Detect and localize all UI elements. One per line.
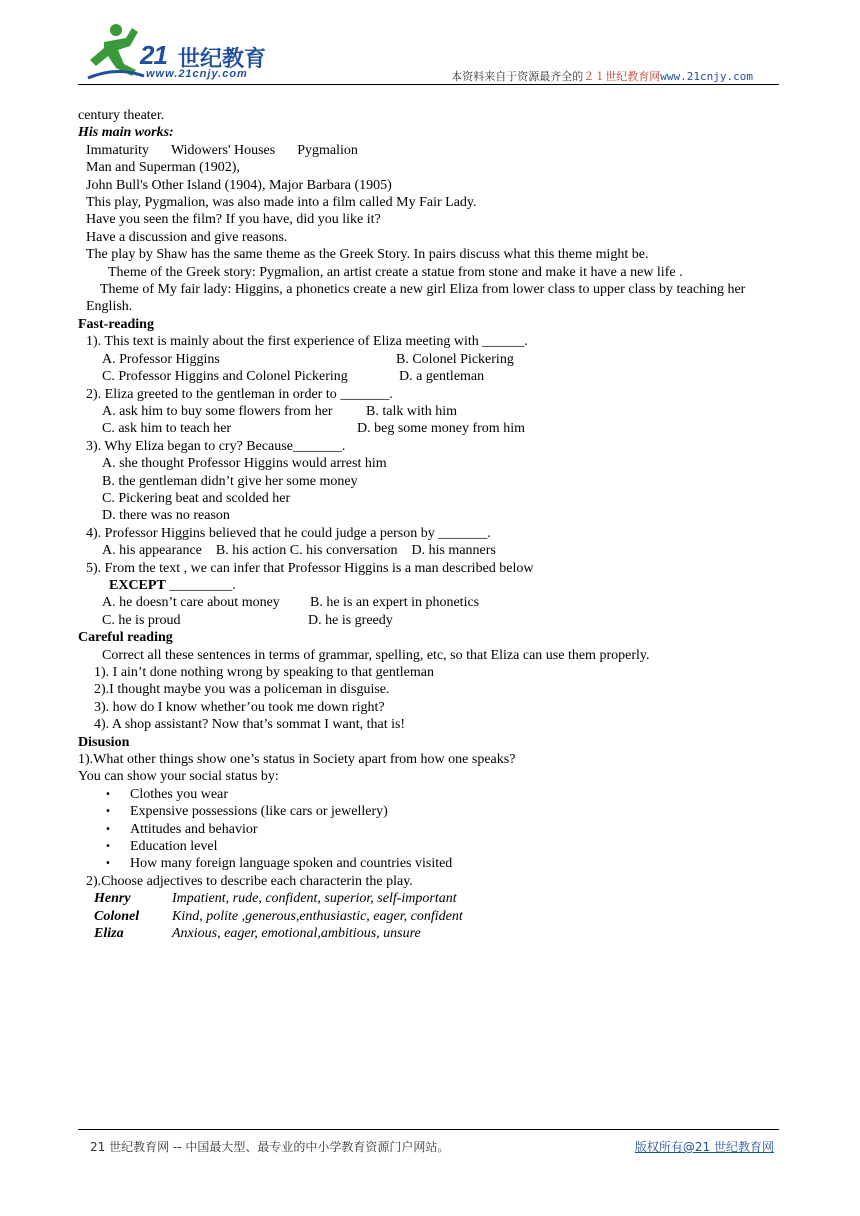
character-adjectives: Impatient, rude, confident, superior, self-important — [172, 891, 457, 907]
option-b: B. talk with him — [366, 403, 457, 419]
options-row — [78, 368, 788, 385]
option-b: B. the gentleman didn’t give her some money — [102, 473, 358, 489]
answer-blank: _________. — [165, 577, 236, 593]
logo-chinese-name: 世纪教育 — [178, 47, 267, 72]
character-name: Eliza — [94, 926, 124, 942]
footer-text: 21 世纪教育网 -- 中国最大型、最专业的中小学教育资源门户网站。 — [90, 1140, 450, 1154]
options-row — [78, 403, 788, 420]
option-c: C. Pickering beat and scolded her — [102, 490, 291, 506]
question-5: 5). From the text , we can infer that Professor Higgins is a man described below — [86, 560, 534, 576]
careful-reading-heading: Careful reading — [78, 630, 173, 646]
bullet-dot-icon: • — [105, 841, 111, 853]
text-line: You can show your social status by: — [78, 769, 279, 785]
options-row — [78, 420, 788, 437]
bullet-dot-icon: • — [105, 788, 111, 800]
character-row — [78, 908, 788, 925]
text-line: Have you seen the film? If you have, did you like it? — [86, 212, 381, 228]
question-4: 4). Professor Higgins believed that he could judge a person by _______. — [86, 525, 491, 541]
bullet-dot-icon: • — [105, 858, 111, 870]
option-a: A. she thought Professor Higgins would arrest him — [102, 456, 387, 472]
copyright-link[interactable]: 版权所有@21 世纪教育网 — [634, 1140, 774, 1154]
header-note — [451, 68, 753, 84]
character-row — [78, 925, 788, 942]
sentence-4: 4). A shop assistant? Now that’s sommat I want, that is! — [94, 717, 406, 733]
character-name: Colonel — [94, 908, 140, 924]
instruction-line: Correct all these sentences in terms of grammar, spelling, etc, so that Eliza can use them properly. — [102, 647, 650, 663]
options-row — [78, 351, 788, 368]
options-row — [78, 612, 788, 629]
option-d: D. there was no reason — [102, 508, 230, 524]
bullet-dot-icon: • — [105, 823, 111, 835]
work-title: Pygmalion — [297, 142, 358, 158]
question-2: 2). Eliza greeted to the gentleman in order to _______. — [86, 386, 393, 402]
text-line: century theater. — [78, 108, 165, 123]
option-b: B. Colonel Pickering — [396, 351, 514, 367]
logo-url: www.21cnjy.com — [146, 68, 248, 80]
sentence-2: 2).I thought maybe you was a policeman in disguise. — [94, 682, 390, 698]
text-line: The play by Shaw has the same theme as the Greek Story. In pairs discuss what this theme might be. — [86, 247, 649, 263]
question-5-except-line — [78, 577, 788, 594]
header-note-prefix: 本资料来自于资源最齐全的 — [451, 70, 584, 83]
option-a: A. Professor Higgins — [102, 351, 220, 367]
option-c: C. Professor Higgins and Colonel Pickering — [102, 369, 348, 385]
option-d: D. a gentleman — [399, 369, 485, 385]
runner-logo-icon — [86, 20, 146, 84]
works-line — [78, 142, 788, 159]
main-content — [78, 107, 788, 943]
works-heading: His main works: — [78, 125, 174, 141]
character-row — [78, 890, 788, 907]
header-note-site[interactable]: ２１世纪教育网 — [583, 70, 661, 83]
header-note-url[interactable]: www.21cnjy.com — [660, 70, 753, 83]
options-row — [78, 594, 788, 611]
footer-divider — [78, 1129, 779, 1130]
question-3: 3). Why Eliza began to cry? Because_______. — [86, 438, 346, 454]
text-paragraph: Theme of My fair lady: Higgins, a phonetics create a new girl Eliza from lower class to upper class by teaching her English. — [86, 282, 746, 315]
site-logo[interactable] — [86, 20, 286, 84]
option-a: A. ask him to buy some flowers from her — [102, 403, 333, 419]
bullet-item: • How many foreign language spoken and countries visited — [105, 856, 453, 872]
option-a: A. he doesn’t care about money — [102, 595, 280, 611]
text-line: This play, Pygmalion, was also made into a film called My Fair Lady. — [86, 195, 477, 211]
work-title: Immaturity — [86, 142, 149, 158]
except-keyword: EXCEPT — [109, 577, 166, 593]
option-b: B. he is an expert in phonetics — [310, 595, 480, 611]
discussion-question-1: 1).What other things show one’s status in Society apart from how one speaks? — [78, 752, 516, 768]
text-line: Man and Superman (1902), — [86, 160, 240, 176]
text-line: Theme of the Greek story: Pygmalion, an artist create a statue from stone and make it have a new life . — [108, 264, 683, 280]
header-divider — [78, 84, 779, 85]
option-d: D. beg some money from him — [357, 421, 525, 437]
character-adjectives: Kind, polite ,generous,enthusiastic, eager, confident — [172, 908, 463, 924]
bullet-item: • Attitudes and behavior — [105, 821, 258, 837]
character-name: Henry — [94, 891, 131, 907]
question-1: 1). This text is mainly about the first experience of Eliza meeting with ______. — [86, 334, 528, 350]
character-adjectives: Anxious, eager, emotional,ambitious, unsure — [172, 926, 421, 942]
text-line: Have a discussion and give reasons. — [86, 229, 288, 245]
option-c: C. ask him to teach her — [102, 421, 232, 437]
discussion-heading: Disusion — [78, 734, 130, 750]
options-row: A. his appearance B. his action C. his conversation D. his manners — [102, 543, 496, 559]
sentence-3: 3). how do I know whether’ou took me down right? — [94, 699, 385, 715]
bullet-dot-icon: • — [105, 806, 111, 818]
sentence-1: 1). I ain’t done nothing wrong by speaking to that gentleman — [94, 665, 434, 680]
bullet-item: • Expensive possessions (like cars or jewellery) — [105, 804, 388, 820]
fast-reading-heading: Fast-reading — [78, 316, 154, 332]
discussion-question-2: 2).Choose adjectives to describe each characterin the play. — [86, 873, 413, 889]
bullet-item: • Clothes you wear — [105, 786, 228, 802]
option-d: D. he is greedy — [308, 612, 393, 628]
bullet-item: • Education level — [105, 839, 218, 855]
work-title: Widowers' Houses — [171, 142, 276, 158]
option-c: C. he is proud — [102, 612, 181, 628]
logo-number: 21 — [140, 40, 167, 70]
text-line: John Bull's Other Island (1904), Major Barbara (1905) — [86, 177, 392, 193]
